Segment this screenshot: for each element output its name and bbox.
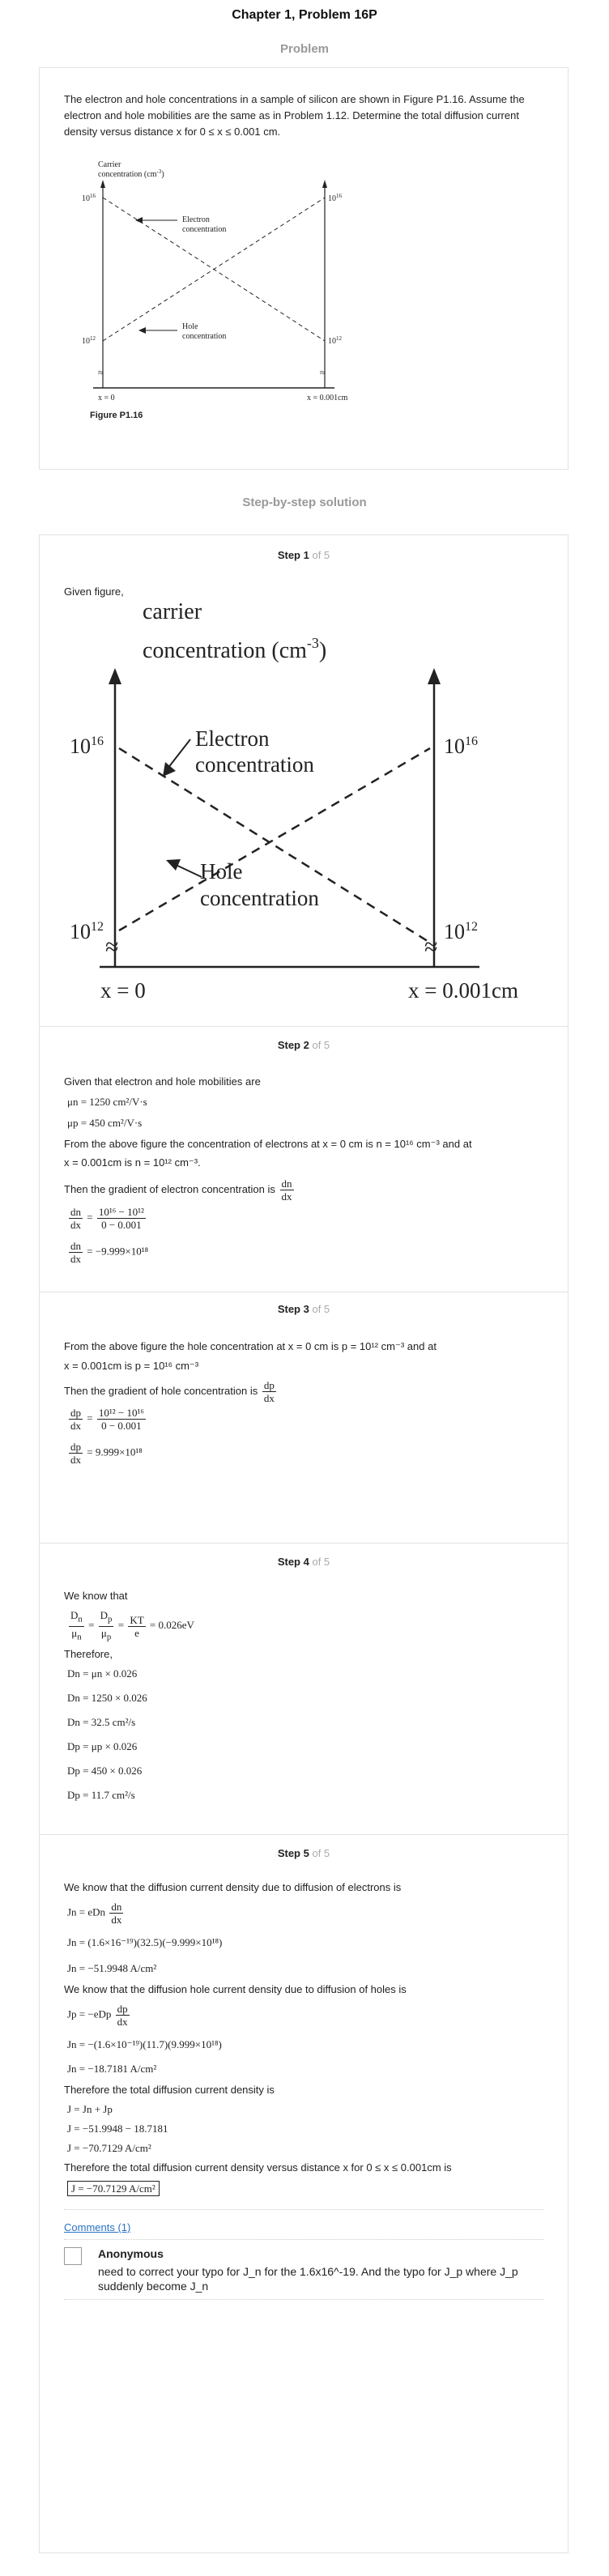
step-5-heading: Step 5 of 5 [277,1847,330,1859]
step-3-heading: Step 3 of 5 [277,1303,330,1315]
fig-electron-label-2: concentration [182,225,227,234]
step-5-jp2: Jn = −(1.6×10⁻¹⁹)(11.7)(9.999×10¹⁸) [67,2038,222,2050]
step-2-eq2: $\frac{dn}{dx}$ = −9.999×10¹⁸ [70,1240,149,1265]
svg-text:≈: ≈ [105,934,119,960]
step-4-line: Dn = μn × 0.026 [67,1667,138,1680]
s1-left-bot-label: $10^{12}$ [70,920,104,943]
step-3-eq1: $\frac{dp}{dx}$ = $\frac{\text{10¹² − 10¹⁶}}{0 - 0.001}$ [70,1407,144,1432]
step-5-final: J = −70.7129 A/cm² [67,2182,160,2195]
fig-ylabel-line1: Carrier [98,160,121,169]
step-2-eq1: $\frac{dn}{dx}$ = $\frac{\text{10¹⁶ − 10¹²}}{0 - 0.001}$ [70,1206,144,1231]
s1-ylabel-line2: concentration $(cm^{-3})$ [143,635,327,663]
step-4-line: Dn = 1250 × 0.026 [67,1692,147,1704]
step-5-jn3: Jn = −51.9948 A/cm² [67,1962,157,1974]
fig-electron-label-1: Electron [182,215,210,224]
s1-electron-line [119,748,430,943]
step-5-text4: Therefore the total diffusion current density versus distance x for 0 ≤ x ≤ 0.001cm is [64,2161,452,2174]
s1-right-top-label: $10^{16}$ [444,734,478,758]
problem-figure [64,159,372,442]
step-1-heading: Step 1 of 5 [277,549,330,561]
step-4-therefore: Therefore, [64,1648,113,1660]
problem-text: The electron and hole concentrations in a sample of silicon are shown in Figure P1.16. Assume the electron and hole mobilities are the same as in Problem 1.12. Determine the total diffusion current density versus distance x for 0 ≤ x ≤ 0.001 cm. [64,93,525,138]
step-2-mu-p: μp = 450 cm²/V·s [67,1117,143,1129]
step-2-text2: x = 0.001cm is n = 10¹² cm⁻³. [64,1156,201,1169]
s1-hole-label-2: concentration [200,886,319,910]
comment-avatar-checkbox[interactable] [64,2247,82,2265]
svg-text:≈: ≈ [98,367,104,378]
step-5-text1: We know that the diffusion current density due to diffusion of electrons is [64,1881,402,1893]
fig-hole-label-1: Hole [182,322,198,331]
step-4-line: Dp = 11.7 cm²/s [67,1789,135,1801]
step-3-text1: From the above figure the hole concentration at x = 0 cm is p = 10¹² cm⁻³ and at [64,1340,437,1352]
fig-ylabel-line2: concentration $(cm^{-3})$ [98,168,164,179]
comment-text: need to correct your typo for J_n for the 1.6x16^-19. And the typo for J_p where J_p suddenly become J_n [98,2265,518,2293]
svg-text:≈: ≈ [424,934,438,960]
fig-left-top-label: $10^{16}$ [82,193,96,203]
step-3-text2: x = 0.001cm is p = 10¹⁶ cm⁻³ [64,1360,199,1372]
fig-left-bot-label: $10^{12}$ [82,335,96,346]
comments-link[interactable]: Comments (1) [64,2221,131,2233]
svg-text:≈: ≈ [320,367,326,378]
step-5-text3: Therefore the total diffusion current density is [64,2084,275,2096]
problem-heading: Problem [279,42,329,56]
problem-card [39,67,569,470]
solution-card [39,534,569,2553]
step-5-j1: J = Jn + Jp [67,2103,113,2115]
step-2-intro: Given that electron and hole mobilities are [64,1075,261,1088]
fig-hole-label-2: concentration [182,332,227,341]
s1-electron-label-1: Electron [195,726,270,751]
step-3-eq2: $\frac{dp}{dx}$ = 9.999×10¹⁸ [70,1441,143,1466]
fig-x-left: x = 0 [98,394,115,402]
step-5-jp1: Jp = −eDp $\frac{dp}{dx}$ [67,2003,128,2028]
step-2-text1: From the above figure the concentration of electrons at x = 0 cm is n = 10¹⁶ cm⁻³ and at [64,1138,472,1150]
s1-ylabel-line1: carrier [143,599,202,624]
fig-right-bot-label: $10^{12}$ [328,335,342,346]
step-4-einstein: $\frac{D_n}{\mu_n}$ = $\frac{D_p}{\mu_p}$ = $\frac{KT}{e}$ = 0.026eV [70,1609,194,1642]
solution-heading: Step-by-step solution [242,496,367,509]
step-4-line: Dp = μp × 0.026 [67,1740,138,1752]
page-title: Chapter 1, Problem 16P [232,8,377,22]
s1-hole-label-1: Hole [200,859,243,884]
fig-right-top-label: $10^{16}$ [328,193,342,203]
step-5-jn1: Jn = eDn $\frac{dn}{dx}$ [67,1901,122,1926]
step-4-heading: Step 4 of 5 [277,1556,330,1568]
step-5-jp3: Jn = −18.7181 A/cm² [67,2063,157,2075]
step-3-text3: Then the gradient of hole concentration is $\frac{dp}{dx}$ [64,1379,275,1404]
s1-x-right: x = 0.001cm [408,978,518,1003]
s1-right-bot-label: $10^{12}$ [444,920,478,943]
step-1-intro: Given figure, [64,585,124,598]
step-1-figure [40,598,569,1003]
step-2-heading: Step 2 of 5 [277,1039,330,1051]
step-5-jn2: Jn = (1.6×16⁻¹⁹)(32.5)(−9.999×10¹⁸) [67,1936,223,1948]
step-4-line: Dp = 450 × 0.026 [67,1765,143,1777]
step-5-text2: We know that the diffusion hole current density due to diffusion of holes is [64,1983,407,1995]
step-5-j2: J = −51.9948 − 18.7181 [67,2123,168,2135]
step-2-text3: Then the gradient of electron concentration is $\frac{dn}{dx}$ [64,1177,292,1203]
step-4-intro: We know that [64,1590,128,1602]
fig-caption: Figure P1.16 [90,411,143,420]
comment-author: Anonymous [98,2247,164,2260]
step-2-mu-n: μn = 1250 cm²/V·s [67,1096,147,1108]
s1-x-left: x = 0 [100,978,146,1003]
step-4-line: Dn = 32.5 cm²/s [67,1716,136,1728]
s1-left-top-label: $10^{16}$ [70,734,104,758]
step-5-j3: J = −70.7129 A/cm² [67,2142,151,2154]
fig-x-right: x = 0.001cm [307,394,348,402]
s1-electron-label-2: concentration [195,752,314,777]
